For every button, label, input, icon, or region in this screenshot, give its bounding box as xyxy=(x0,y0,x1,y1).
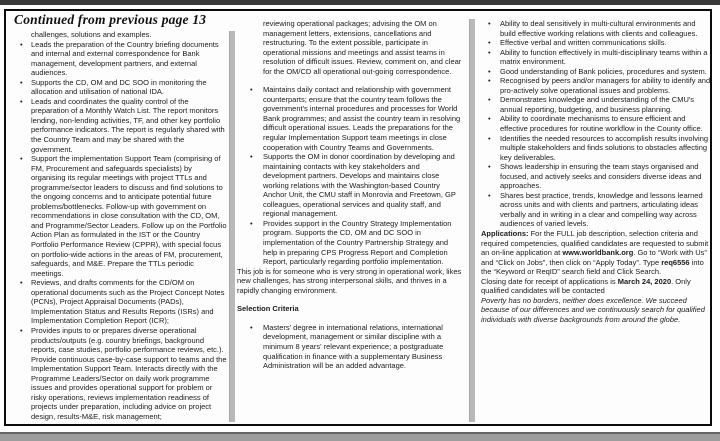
bullet-item xyxy=(237,85,463,152)
bullet-marker: • xyxy=(488,19,491,28)
bullet-item xyxy=(481,191,711,229)
bullet-marker: • xyxy=(488,76,491,86)
bullet-marker: • xyxy=(488,66,491,76)
bullet-marker: • xyxy=(250,152,253,162)
bullet-text: Provides inputs to or prepares diverse operational products/outputs (e.g. country briefings, background reports, case studies, portfolio performance reviews, etc.). Provide continuous case-by-case support to teams and the Implementation Support Team. Interacts directly with the Programme Leaders/Sector on daily work programme issues and provides operational support for problem or risky operations, reviews implementation readiness of projects under preparation, including advice on project design, results-M&E, risk management; xyxy=(31,325,227,421)
bullet-text: Maintains daily contact and relationship with government counterparts; ensure that the country team follows the government's internal procedures and processes for World Bank programmes; and assist the country team in resolving difficult operational issues. Leads the preparations for the regular Implementation Support team meetings in close cooperation with Country Teams and Governments. xyxy=(263,85,461,152)
bullet-item xyxy=(18,78,227,97)
column-divider-2 xyxy=(469,19,475,422)
bullet-text: Effective verbal and written communications skills. xyxy=(500,38,667,48)
bullet-marker: • xyxy=(488,38,491,48)
bullet-item xyxy=(18,154,227,278)
bullet-text: Reviews, and drafts comments for the CD/OM on operational documents such as the Project Concept Notes (PCNs), Project Appraisal Documents (PADs), Implementation Status and Results Reports (ISRs) and Implementation Completion Report (ICR); xyxy=(31,278,225,326)
bullet-marker: • xyxy=(488,133,491,143)
bullet-marker: • xyxy=(488,95,491,105)
job-summary-paragraph: This job is for someone who is very strong in operational work, likes new challenges, has strong interpersonal skills, and thrives in a rapidly changing environment. xyxy=(237,266,462,295)
bullet-marker: • xyxy=(20,278,23,288)
selection-criteria-heading: Selection Criteria xyxy=(237,304,299,314)
continued-paragraph: challenges, solutions and examples. xyxy=(31,30,152,39)
bullet-marker: • xyxy=(488,114,491,124)
bullet-item xyxy=(481,19,711,38)
bullet-item xyxy=(481,67,711,77)
bullet-text: Ability to function effectively in multi-disciplinary teams within a matrix environment. xyxy=(500,47,708,67)
bullet-text: Ability to coordinate mechanisms to ensure efficient and effective procedures for routine workflow in the County office. xyxy=(500,114,703,134)
bullet-item xyxy=(18,97,227,154)
bullet-item xyxy=(237,152,463,219)
closing-date-paragraph xyxy=(481,277,711,296)
top-border-bar xyxy=(0,0,720,5)
closing-text: Closing date for receipt of applications is xyxy=(481,276,618,286)
bullet-marker: • xyxy=(250,322,253,332)
closing-text: . Only qualified candidates will be contacted xyxy=(481,276,691,296)
column-2 xyxy=(237,19,463,371)
bullet-item xyxy=(481,162,711,191)
bullet-item xyxy=(18,40,227,78)
bullet-marker: • xyxy=(488,47,491,57)
bullet-item xyxy=(481,48,711,67)
page-header: Continued from previous page 13 xyxy=(14,12,207,27)
bullet-text: Leads and coordinates the quality control of the preparation of a Monthly Watch List. The report monitors lending, non-lending activities, TF, and other key portfolio performance indicators. The report is regularly shared with the Country Team and may be shared with the government. xyxy=(31,96,225,154)
bullet-marker: • xyxy=(20,96,23,106)
bullet-text: Recognised by peers and/or managers for ability to identify and pro-actively solve operational issues and problems. xyxy=(500,76,711,95)
applications-paragraph xyxy=(481,229,711,277)
bullet-item xyxy=(481,76,711,95)
continued-paragraph: reviewing operational packages; advising the OM on management letters, extensions, cancellations and restructuring. To the extent possible, participate in operational missions and meetings and assist teams in resolution of difficult issues. Review, comment on, and clear for the OM/CD all operational out-going correspondence. xyxy=(263,19,462,76)
bullet-text: Good understanding of Bank policies, procedures and system. xyxy=(500,66,707,76)
bullet-marker: • xyxy=(488,190,491,200)
closing-date: March 24, 2020 xyxy=(617,276,672,286)
bullet-item xyxy=(18,278,227,326)
tagline-paragraph: Poverty has no borders, neither does excellence. We succeed because of our differences and we continuously search for qualified individuals with diverse backgrounds from around the globe. xyxy=(481,295,705,324)
bullet-text: Demonstrates knowledge and understanding of the CMU's annual reporting, budgeting, and business planning. xyxy=(500,95,695,114)
bullet-item xyxy=(237,219,463,267)
bullet-item xyxy=(481,95,711,114)
bullet-text: Leads the preparation of the Country briefing documents and internal and external correspondence for Bank management, development partners, and external audiences. xyxy=(31,39,219,78)
bullet-marker: • xyxy=(20,325,23,335)
bottom-border-bar xyxy=(0,432,720,441)
bullet-text: Support the implementation Support Team (comprising of FM, Procurement and safeguards specialists) by organising its regular meetings with project TTLs and programme/sector leaders to discuss and find solutions to the ongoing concerns and to anticipate potential future problems/bottlenecks. Follow-up with government on recommendations in close consultation with the CD, OM, and Programme/Sector Leaders. Follow up on the Portfolio Action Plan as formulated in the IST or the Country Portfolio Performance Review (CPPR), with special focus on portfolio-wide actions in the areas of FM, procurement, safeguards, and M&E. Prepare the TTLs periodic meetings. xyxy=(31,154,227,278)
bullet-marker: • xyxy=(20,39,23,49)
bullet-text: Identifies the needed resources to accomplish results involving multiple stakeholders and finds solutions to obstacles affecting key deliverables. xyxy=(500,133,709,162)
bullet-text: Provides support in the Country Strategy Implementation program. Supports the CD, OM and DC SOO in implementation of the Country Partnership Strategy and help in preparing CPS Progress Report and Completion Report, particularly regarding portfolio implementation. xyxy=(263,218,452,267)
req-id: req6556 xyxy=(661,257,690,267)
bullet-text: Masters' degree in international relations, international development, management or similar discipline with a minimum 8 years' relevant experience; a postgraduate qualification in finance with a supplementary Business Administration will be an added advantage. xyxy=(263,322,444,371)
column-divider-1 xyxy=(229,31,235,422)
worldbank-url: www.worldbank.org xyxy=(562,248,634,258)
bullet-item xyxy=(481,134,711,163)
bullet-marker: • xyxy=(250,85,253,95)
bullet-text: Shows leadership in ensuring the team stays organised and focused, and actively seeks and considers diverse ideas and approaches. xyxy=(500,162,702,191)
bullet-item xyxy=(481,38,711,48)
bullet-text: Supports the CD, OM and DC SOO in monitoring the allocation and utilisation of national IDA. xyxy=(31,77,207,97)
applications-label: Applications: xyxy=(481,229,529,239)
bullet-text: Shares best practice, trends, knowledge and lessons learned across units and with clients and partners, articulating ideas verbally and in writing in a clear and compelling way across audiences of varied levels. xyxy=(500,190,703,229)
bullet-marker: • xyxy=(20,77,23,87)
bullet-text: Ability to deal sensitively in multi-cultural environments and build effective working relations with clients and colleagues. xyxy=(500,19,698,38)
column-1 xyxy=(18,30,227,421)
bullet-item xyxy=(481,114,711,133)
bullet-marker: • xyxy=(20,154,23,164)
bullet-item xyxy=(18,326,227,421)
bullet-marker: • xyxy=(488,162,491,172)
applications-text: into the “Keyword or ReqID” search field and Click Search. xyxy=(481,257,704,277)
column-3 xyxy=(481,19,711,325)
bullet-marker: • xyxy=(250,218,253,228)
applications-text: For the FULL job description, selection criteria and required competencies, qualified candidates are requested to submit an on-line application at xyxy=(481,229,709,258)
bullet-item xyxy=(237,323,463,371)
bullet-text: Supports the OM in donor coordination by developing and maintaining contacts with key stakeholders and development partners. Develops and maintains close working relations with the Washington-based Country Anchor Unit, the CMU staff in Monrovia and Freetown, GP colleagues, operational services and quality staff, and regional management. xyxy=(263,152,456,219)
applications-text: . Go to “Work with Us” and “Click on Jobs”, then click on “Apply Today”. Type xyxy=(481,248,707,267)
